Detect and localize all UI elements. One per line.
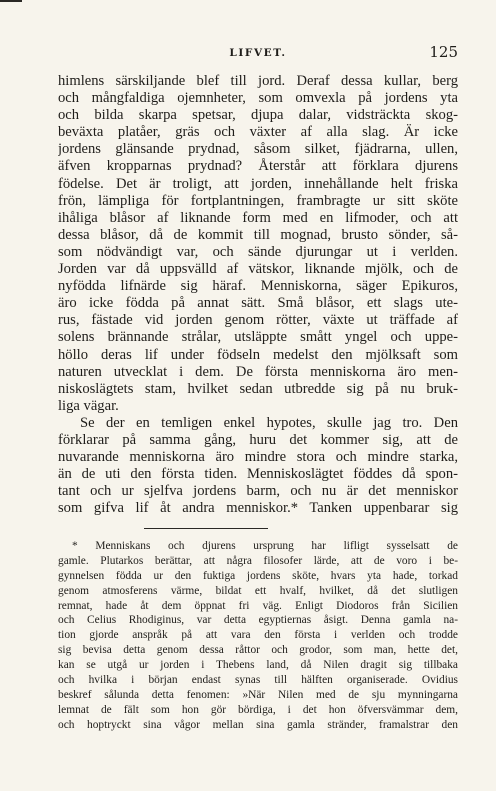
text-line: nyfödda lifnärde sig häraf. Menniskorna, säger Epikuros,: [58, 278, 458, 295]
text-line: nuvarande menniskorna äro mindre stora och mindre starka,: [58, 449, 458, 466]
text-line: födelse. Det är troligt, att jorden, innehållande helt friska: [58, 175, 458, 192]
text-line: som gifva lif åt andra menniskor.* Tanken uppenbarar sig: [58, 500, 458, 517]
text-line: naturen utvecklat i dem. De första menniskorna äro men-: [58, 363, 458, 380]
footnote-line: * Menniskans och djurens ursprung har lifligt sysselsatt de: [72, 540, 458, 552]
footnote-line: tion gjorde anspråk på att vara den första i verlden och trodde: [58, 629, 458, 642]
text-line: frön, lämpliga för fortplantningen, frambragte ur sitt sköte: [58, 192, 458, 209]
running-head: LIFVET.: [229, 47, 287, 59]
text-line: än de uti den första tiden. Menniskoslägtet föddes då spon-: [58, 466, 458, 483]
footnote-line: kan se utgå ur jorden i Thebens land, då Nilen dragit sig tillbaka: [58, 659, 458, 672]
footnote-line: lemnat de fält som hon gör bördiga, i det hon öfversvämmar dem,: [58, 703, 458, 716]
text-line: solens brännande strålar, utsläppte smått yngel och uppe-: [58, 329, 458, 346]
paragraph-1: [58, 73, 458, 415]
text-line: himlens särskiljande blef till jord. Deraf dessa kullar, berg: [58, 73, 458, 89]
text-line: höllo deras lif under födseln medelst den mjölksaft som: [58, 346, 458, 363]
text-line: dessa blåsor, då de kommit till mognad, brusto sönder, så-: [58, 226, 458, 243]
main-text: [58, 73, 458, 517]
text-line: niskoslägtets stam, hvilket sedan utbredde sig på nu bruk-: [58, 380, 458, 397]
footnote-line: sig bevisa detta genom dessa råttor och grodor, som man, hette det,: [58, 644, 458, 657]
text-line: förklarar på samma gång, huru det kommer sig, att de: [58, 431, 458, 448]
footnote-line: gamle. Plutarkos berättar, att några filosofer lärde, att de voro i be-: [58, 554, 458, 567]
footnote-divider: [144, 528, 268, 529]
footnote: [58, 539, 458, 733]
page-header: [58, 44, 458, 64]
text-line: liga vägar.: [58, 397, 119, 414]
text-line: beväxta platåer, gräs och växter af alla slag. Är icke: [58, 124, 458, 141]
footnote-line: genom atmosferens värme, bildat ett hvalf, hvilket, då det slutligen: [58, 584, 458, 597]
footnote-line: och hvilka i början endast synas till hälften organiserade. Ovidius: [58, 674, 458, 687]
page-edge-mark: [0, 0, 22, 2]
text-line: äfven kropparnas prydnad? Återstår att förklara djurens: [58, 158, 458, 175]
text-line: och bilda skarpa spetsar, djupa dalar, vidsträckta skog-: [58, 107, 458, 124]
text-line: Se der en temligen enkel hypotes, skulle jag tro. Den: [80, 414, 458, 431]
footnote-line: och hoptryckt sina vågor mellan sina gamla stränder, framalstrar den: [58, 718, 458, 731]
text-line: Jorden var då uppsvälld af vätskor, liknande mjölk, och de: [58, 261, 458, 278]
text-line: och mångfaldiga ojemnheter, som omvexla på jordens yta: [58, 90, 458, 107]
text-line: äro icke födda på annat sätt. Små blåsor, ett slags ute-: [58, 295, 458, 312]
text-line: jordens glänsande prydnad, såsom silket, fjädrarna, ullen,: [58, 141, 458, 158]
footnote-line: och Celius Rhodiginus, var detta egyptiernas åsigt. Denna gamla na-: [58, 614, 458, 627]
footnote-line: beskref sålunda detta fenomen: »När Nilen med de sju mynningarna: [58, 688, 458, 701]
footnote-line: gynnelsen födda ur den fuktiga jordens sköte, hvars yta hade, torkad: [58, 569, 458, 582]
text-line: ihåliga blåsor af liknande form med en lifmoder, och att: [58, 209, 458, 226]
text-line: tant och ur sjelfva jordens barm, och nu är det menniskor: [58, 483, 458, 500]
page-number: 125: [429, 43, 458, 61]
text-line: rus, fästade vid jorden genom rötter, växte ut träffade af: [58, 312, 458, 329]
footnote-line: remnat, hade åt dem öppnat fri väg. Enligt Diodoros från Sicilien: [58, 599, 458, 612]
text-line: som nödvändigt var, och sände djurungar ut i verlden.: [58, 243, 458, 260]
paragraph-2: [58, 415, 458, 518]
